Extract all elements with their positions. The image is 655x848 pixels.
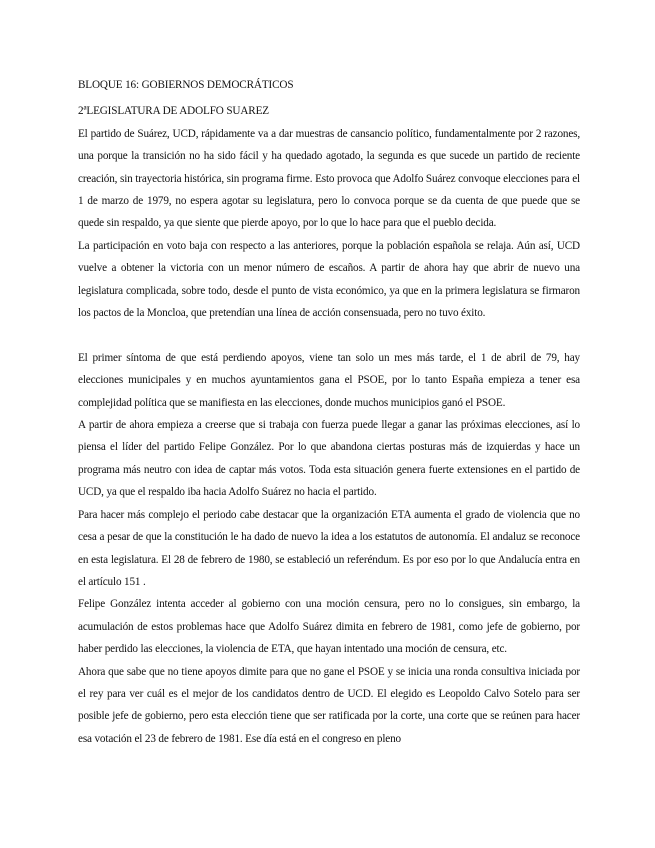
paragraph-3: El primer síntoma de que está perdiendo apoyos, viene tan solo un mes más tarde, el 1 de abril de 79, hay elecciones municipales y en muchos ayuntamientos gana el PSOE, por lo tanto España empieza a tener esa complejidad política que se manifiesta en las elecciones, donde muchos municipios ganó el PSOE. — [78, 351, 580, 409]
paragraph-1: El partido de Suárez, UCD, rápidamente va a dar muestras de cansancio político, fundamentalmente por 2 razones, una porque la transición no ha sido fácil y ha quedado agotado, la segunda es que sucede un partido de reciente creación, sin trayectoria histórica, sin programa firme. Esto provoca que Adolfo Suárez convoque elecciones para el 1 de marzo de 1979, no espera agotar su legislatura, pero lo convoca porque se da cuenta de que puede que se quede sin respaldo, ya que siente que pierde apoyo, por lo que lo hace para que el pueblo decida. — [78, 127, 580, 230]
paragraph-6: Felipe González intenta acceder al gobierno con una moción censura, pero no lo consigues, sin embargo, la acumulación de estos problemas hace que Adolfo Suárez dimita en febrero de 1981, como jefe de gobierno, por haber perdido las elecciones, la violencia de ETA, que hayan intentado una moción de censura, etc. — [78, 598, 580, 656]
paragraph-4: A partir de ahora empieza a creerse que si trabaja con fuerza puede llegar a ganar las próximas elecciones, así lo piensa el líder del partido Felipe González. Por lo que abandona ciertas posturas más de izquierdas y hace un programa más neutro con idea de captar más votos. Toda esta situación genera fuerte extensiones en el partido de UCD, ya que el respaldo iba hacia Adolfo Suárez no hacia el partido. — [78, 419, 580, 499]
document-body — [78, 74, 580, 750]
paragraph-2: La participación en voto baja con respecto a las anteriores, porque la población española se relaja. Aún así, UCD vuelve a obtener la victoria con un menor número de escaños. A partir de ahora hay que abrir de nuevo una legislatura complicada, sobre todo, desde el punto de vista económico, ya que en la primera legislatura se firmaron los pactos de la Moncloa, que pretendían una línea de acción consensuada, pero no tuvo éxito. — [78, 239, 580, 320]
section-heading: 2ªLEGISLATURA DE ADOLFO SUAREZ — [78, 105, 269, 118]
paragraph-5: Para hacer más complejo el periodo cabe destacar que la organización ETA aumenta el grado de violencia que no cesa a pesar de que la constitución le ha dado de nuevo la idea a los estatutos de autonomía. El andaluz se reconoce en esta legislatura. El 28 de febrero de 1980, se estableció un referéndum. Es por eso por lo que Andalucía entra en el artículo 151 . — [78, 508, 580, 588]
paragraph-7: Ahora que sabe que no tiene apoyos dimite para que no gane el PSOE y se inicia una ronda consultiva iniciada por el rey para ver cuál es el mejor de los candidatos dentro de UCD. El elegido es Leopoldo Calvo Sotelo para ser posible jefe de gobierno, pero esta elección tiene que ser ratificada por la corte, una corte que se reúnen para hacer esa votación el 23 de febrero de 1981. Ese día está en el congreso en pleno — [78, 665, 580, 745]
document-title: BLOQUE 16: GOBIERNOS DEMOCRÁTICOS — [78, 79, 294, 91]
paragraph-spacer — [78, 324, 580, 346]
